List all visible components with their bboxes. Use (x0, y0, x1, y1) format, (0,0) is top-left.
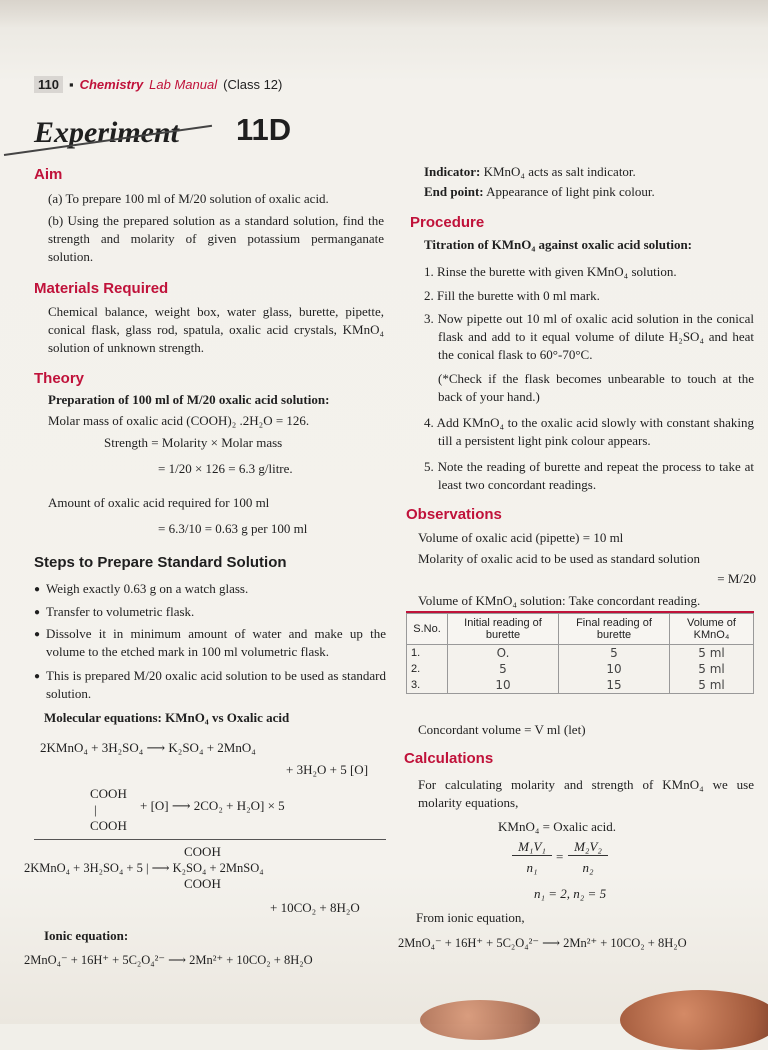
finger-bottom-middle (420, 1000, 540, 1040)
procedure-step-3: 3. Now pipette out 10 ml of oxalic acid solution in the conical flask and add to it equal volume of dilute H₂SO₄ and heat the conical flask to 60°-70°C. (424, 311, 754, 362)
observations-heading: Observations (406, 506, 502, 523)
table-header-row (407, 614, 754, 645)
equation-divider (34, 839, 386, 840)
equation-2-bot: COOH (90, 818, 127, 833)
experiment-title: Experiment (34, 116, 180, 149)
procedure-step-1: 1. Rinse the burette with given KMnO₄ solution. (424, 264, 677, 279)
aim-b: (b) Using the prepared solution as a standard solution, find the strength and molarity of given potassium permanganate solution. (48, 213, 384, 264)
fraction-right-numerator: M₂V₂ (568, 839, 608, 856)
equation-2-pipe: | (94, 802, 97, 817)
table-cell-sno: 3. (407, 677, 448, 694)
indicator-text: KMnO₄ acts as salt indicator. (483, 164, 636, 179)
molarity-text: Molarity of oxalic acid to be used as standard solution (418, 551, 700, 566)
table-cell-volume: 5 ml (670, 677, 754, 694)
fraction-left-numerator: M₁V₁ (512, 839, 552, 856)
finger-bottom-right (620, 990, 768, 1050)
strength-formula: Strength = Molarity × Molar mass (104, 435, 283, 450)
book-subtitle: Lab Manual (149, 77, 218, 92)
endpoint-line (424, 183, 754, 201)
top-edge-shadow (0, 0, 768, 28)
equation-3-bot: COOH (184, 876, 221, 891)
n-values: n₁ = 2, n₂ = 5 (534, 886, 607, 901)
table-row (407, 645, 754, 662)
molecular-equations-label: Molecular equations: KMnO₄ vs Oxalic acid (44, 710, 290, 725)
table-cell-initial: O. (448, 645, 559, 662)
volume-oxalic-text: Volume of oxalic acid (pipette) = 10 ml (418, 530, 624, 545)
equation-1b: + 3H₂O + 5 [O] (286, 762, 369, 777)
fraction-left-denominator: n₁ (526, 860, 538, 875)
molarity-value: = M/20 (717, 571, 756, 586)
equation-3-mid: 2KMnO₄ + 3H₂SO₄ + 5 | ⟶ K₂SO₄ + 2MnSO₄ (24, 861, 264, 875)
table-cell-initial: 10 (448, 677, 559, 694)
table-cell-final: 15 (559, 677, 670, 694)
book-title: Chemistry (79, 77, 144, 92)
steps-heading: Steps to Prepare Standard Solution (34, 554, 287, 571)
from-ionic-text: From ionic equation, (416, 910, 525, 925)
concordant-volume: Concordant volume = V ml (let) (418, 722, 586, 737)
ionic-equation-left: 2MnO₄⁻ + 16H⁺ + 5C₂O₄²⁻ ⟶ 2Mn²⁺ + 10CO₂ + 8H₂O (24, 953, 313, 967)
aim-heading: Aim (34, 166, 63, 183)
equation-3-end: + 10CO₂ + 8H₂O (270, 900, 360, 915)
procedure-heading: Procedure (410, 214, 485, 231)
procedure-subheading: Titration of KMnO₄ against oxalic acid solution: (424, 237, 693, 252)
procedure-step-5: 5. Note the reading of burette and repeat the process to take at least two concordant readings. (424, 459, 754, 492)
table-cell-sno: 2. (407, 661, 448, 677)
equation-1a: 2KMnO₄ + 3H₂SO₄ ⟶ K₂SO₄ + 2MnO₄ (40, 740, 256, 755)
amount-calc: = 6.3/10 = 0.63 g per 100 ml (158, 521, 308, 536)
table-cell-volume: 5 ml (670, 661, 754, 677)
table-row (407, 677, 754, 694)
materials-text: Chemical balance, weight box, water glass, burette, pipette, conical flask, glass rod, spatula, oxalic acid crystals, KMnO₄ solution of unknown strength. (48, 304, 384, 355)
table-cell-volume: 5 ml (670, 645, 754, 662)
table-cell-initial: 5 (448, 661, 559, 677)
table-header-final: Final reading of burette (559, 614, 670, 645)
molarity-equation-line: KMnO₄ = Oxalic acid. (498, 819, 617, 834)
procedure-step-2: 2. Fill the burette with 0 ml mark. (424, 288, 600, 303)
volume-kmno4-text: Volume of KMnO₄ solution: Take concordant reading. (418, 593, 701, 608)
indicator-line (424, 163, 754, 181)
table-header-initial: Initial reading of burette (448, 614, 559, 645)
table-cell-sno: 1. (407, 645, 448, 662)
fraction-equals: = (556, 849, 564, 864)
fraction-right-denominator: n₂ (582, 860, 594, 875)
procedure-step-4: 4. Add KMnO₄ to the oxalic acid slowly with constant shaking till a persistent light pink colour appears. (424, 415, 754, 448)
table-row (407, 661, 754, 677)
materials-heading: Materials Required (34, 280, 169, 297)
endpoint-text: Appearance of light pink colour. (486, 184, 655, 199)
page-number: 110 (34, 76, 63, 93)
step-item-1: ● Weigh exactly 0.63 g on a watch glass. (46, 580, 386, 598)
aim-a: (a) To prepare 100 ml of M/20 solution of oxalic acid. (48, 191, 329, 206)
table-cell-final: 10 (559, 661, 670, 677)
procedure-note: (*Check if the flask becomes unbearable to touch at the back of your hand.) (438, 371, 754, 404)
theory-heading: Theory (34, 370, 85, 387)
step-item-4: ● This is prepared M/20 oxalic acid solution to be used as standard solution. (46, 667, 386, 703)
calculations-heading: Calculations (404, 750, 494, 767)
amount-text: Amount of oxalic acid required for 100 ml (48, 495, 270, 510)
calculations-intro: For calculating molarity and strength of KMnO₄ we use molarity equations, (418, 777, 754, 810)
indicator-label: Indicator: (424, 164, 481, 179)
step-item-3: ● Dissolve it in minimum amount of water and make up the volume to the etched mark in 100 ml volumetric flask. (46, 625, 386, 661)
observation-table (406, 613, 754, 694)
table-header-sno: S.No. (407, 614, 448, 645)
molar-mass-text: Molar mass of oxalic acid (COOH)₂ .2H₂O = 126. (48, 413, 310, 428)
equation-2-mid: + [O] ⟶ 2CO₂ + H₂O] × 5 (140, 798, 285, 813)
running-header (34, 76, 282, 93)
equation-2-top: COOH (90, 786, 127, 801)
step-item-2: ● Transfer to volumetric flask. (46, 603, 386, 621)
equation-3-top: COOH (184, 844, 221, 859)
table-header-volume: Volume of KMnO₄ (670, 614, 754, 645)
table-cell-final: 5 (559, 645, 670, 662)
ionic-equation-label: Ionic equation: (44, 928, 129, 943)
endpoint-label: End point: (424, 184, 484, 199)
header-separator: ▪ (68, 77, 74, 92)
ionic-equation-right: 2MnO₄⁻ + 16H⁺ + 5C₂O₄²⁻ ⟶ 2Mn²⁺ + 10CO₂ + 8H₂O (398, 936, 687, 950)
theory-subheading: Preparation of 100 ml of M/20 oxalic acid solution: (48, 392, 330, 407)
experiment-number: 11D (236, 112, 292, 147)
book-class: (Class 12) (223, 77, 283, 92)
strength-calc: = 1/20 × 126 = 6.3 g/litre. (158, 461, 293, 476)
